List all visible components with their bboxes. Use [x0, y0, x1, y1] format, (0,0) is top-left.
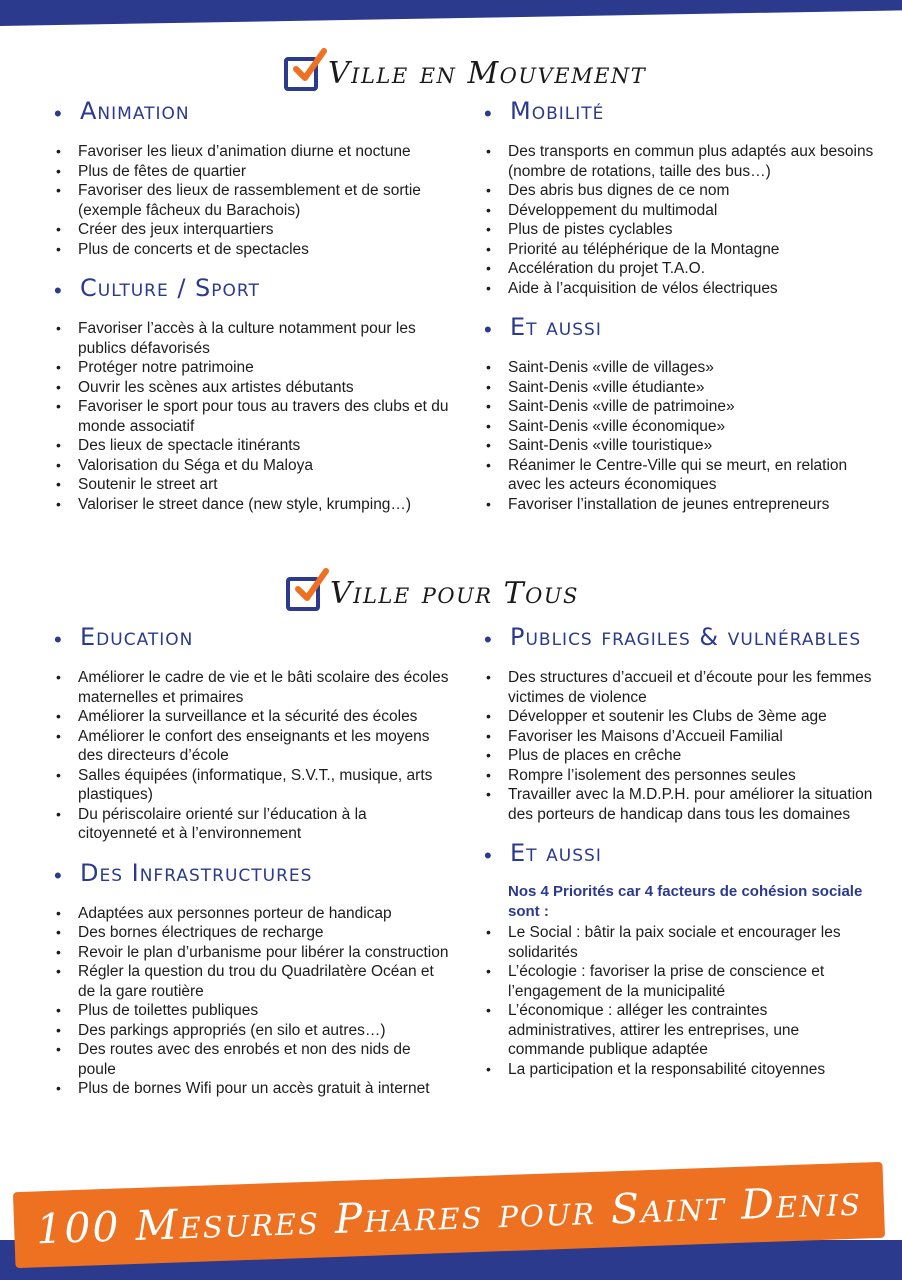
list-item: • Ouvrir les scènes aux artistes débutants — [54, 378, 449, 398]
list-item: • Accélération du projet T.A.O. — [484, 259, 879, 279]
mobilite-list — [484, 142, 879, 298]
list-item: • Des routes avec des enrobés et non des nids de poule — [54, 1040, 449, 1079]
list-item: • Saint-Denis «ville de villages» — [484, 358, 879, 378]
list-item: • Saint-Denis «ville étudiante» — [484, 378, 879, 398]
priorities-intro: Nos 4 Priorités car 4 facteurs de cohésion sociale sont : — [508, 883, 863, 920]
category-title: Publics fragiles & vulnérables — [510, 623, 862, 651]
list-item: • Favoriser les lieux d’animation diurne et noctune — [54, 142, 449, 162]
list-item: • Des structures d’accueil et d’écoute pour les femmes victimes de violence — [484, 668, 879, 707]
list-item: • Des bornes électriques de recharge — [54, 923, 449, 943]
list-item: • Plus de toilettes publiques — [54, 1001, 449, 1021]
category-infrastructures — [54, 858, 449, 890]
list-item: • Développement du multimodal — [484, 201, 879, 221]
category-bullet-icon: • — [484, 843, 492, 868]
list-item: • Améliorer le cadre de vie et le bâti scolaire des écoles maternelles et primaires — [54, 668, 449, 707]
category-title: Animation — [80, 97, 190, 125]
list-item: • Aide à l’acquisition de vélos électriques — [484, 279, 879, 299]
animation-list — [54, 142, 449, 259]
category-title: Education — [80, 623, 194, 651]
section-header-ville-en-mouvement — [284, 56, 646, 91]
category-bullet-icon: • — [484, 627, 492, 652]
culture-sport-list — [54, 319, 449, 514]
category-et-aussi-2 — [484, 839, 879, 870]
list-item: • Des transports en commun plus adaptés aux besoins (nombre de rotations, taille des bus…) — [484, 142, 879, 181]
list-item: • L’économique : alléger les contraintes administratives, attirer les entreprises, une commande publique adaptée — [484, 1001, 879, 1060]
list-item: • Revoir le plan d’urbanisme pour libérer la construction — [54, 943, 449, 963]
list-item: • Améliorer la surveillance et la sécurité des écoles — [54, 707, 449, 727]
et-aussi-list — [484, 358, 879, 514]
list-item: • Améliorer le confort des enseignants et les moyens des directeurs d’école — [54, 727, 449, 766]
list-item: • Favoriser les Maisons d’Accueil Familial — [484, 727, 879, 747]
checkbox-check-icon — [286, 577, 320, 611]
list-item: • Saint-Denis «ville de patrimoine» — [484, 397, 879, 417]
footer-title: 100 Mesures Phares pour Saint Denis — [35, 1176, 863, 1254]
list-item: • Favoriser des lieux de rassemblement et de sortie (exemple fâcheux du Barachois) — [54, 181, 449, 220]
section-title: Ville pour Tous — [330, 576, 579, 611]
category-mobilite — [484, 97, 879, 128]
list-item: • Travailler avec la M.D.P.H. pour améliorer la situation des porteurs de handicap dans tous les domaines — [484, 785, 879, 824]
list-item: • Saint-Denis «ville économique» — [484, 417, 879, 437]
list-item: • Régler la question du trou du Quadrilatère Océan et de la gare routière — [54, 962, 449, 1001]
list-item: • Plus de concerts et de spectacles — [54, 240, 449, 260]
list-item: • Adaptées aux personnes porteur de handicap — [54, 904, 449, 924]
publics-fragiles-list — [484, 668, 879, 824]
list-item: • Salles équipées (informatique, S.V.T., musique, arts plastiques) — [54, 766, 449, 805]
list-item: • Du périscolaire orienté sur l’éducation à la citoyenneté et à l’environnement — [54, 805, 449, 844]
list-item: • Créer des jeux interquartiers — [54, 220, 449, 240]
list-item: • L’écologie : favoriser la prise de conscience et l’engagement de la municipalité — [484, 962, 879, 1001]
category-education — [54, 623, 449, 654]
category-bullet-icon: • — [54, 278, 62, 303]
list-item: • Des abris bus dignes de ce nom — [484, 181, 879, 201]
category-title: Culture / Sport — [80, 274, 260, 302]
list-item: • Valoriser le street dance (new style, krumping…) — [54, 495, 449, 515]
education-list — [54, 668, 449, 844]
checkbox-check-icon — [284, 57, 318, 91]
category-publics-fragiles — [484, 623, 879, 654]
category-title: Et aussi — [510, 313, 602, 341]
section-header-ville-pour-tous — [286, 576, 579, 611]
priorities-list — [484, 923, 879, 1079]
list-item: • Protéger notre patrimoine — [54, 358, 449, 378]
section-title: Ville en Mouvement — [328, 56, 647, 91]
category-bullet-icon: • — [54, 627, 62, 652]
list-item: • Des parkings appropriés (en silo et autres…) — [54, 1021, 449, 1041]
section2-right-column — [484, 623, 879, 1097]
infrastructures-list — [54, 904, 449, 1099]
category-title: Et aussi — [510, 839, 602, 867]
list-item: • Valorisation du Séga et du Maloya — [54, 456, 449, 476]
section1-right-column — [484, 97, 879, 532]
list-item: • Réanimer le Centre-Ville qui se meurt, en relation avec les acteurs économiques — [484, 456, 879, 495]
category-culture-sport — [54, 274, 449, 305]
list-item: • Plus de fêtes de quartier — [54, 162, 449, 182]
top-decorative-stripe — [0, 0, 902, 26]
list-item: • Des lieux de spectacle itinérants — [54, 436, 449, 456]
category-title: Des Infrastructures — [80, 858, 313, 887]
list-item: • Soutenir le street art — [54, 475, 449, 495]
list-item: • Favoriser le sport pour tous au travers des clubs et du monde associatif — [54, 397, 449, 436]
category-bullet-icon: • — [484, 101, 492, 126]
category-et-aussi — [484, 313, 879, 344]
list-item: • Rompre l’isolement des personnes seules — [484, 766, 879, 786]
list-item: • Développer et soutenir les Clubs de 3ème age — [484, 707, 879, 727]
category-bullet-icon: • — [54, 862, 62, 888]
list-item: • Plus de pistes cyclables — [484, 220, 879, 240]
list-item: • Plus de places en crêche — [484, 746, 879, 766]
list-item: • Priorité au téléphérique de la Montagne — [484, 240, 879, 260]
category-title: Mobilité — [510, 97, 605, 125]
list-item: • Plus de bornes Wifi pour un accès gratuit à internet — [54, 1079, 449, 1099]
section1-left-column — [54, 97, 449, 532]
category-animation — [54, 97, 449, 128]
list-item: • Saint-Denis «ville touristique» — [484, 436, 879, 456]
category-bullet-icon: • — [54, 101, 62, 126]
list-item: • Favoriser l’installation de jeunes entrepreneurs — [484, 495, 879, 515]
list-item: • Le Social : bâtir la paix sociale et encourager les solidarités — [484, 923, 879, 962]
category-bullet-icon: • — [484, 317, 492, 342]
list-item: • Favoriser l’accès à la culture notamment pour les publics défavorisés — [54, 319, 449, 358]
section2-left-column — [54, 623, 449, 1117]
list-item: • La participation et la responsabilité citoyennes — [484, 1060, 879, 1080]
